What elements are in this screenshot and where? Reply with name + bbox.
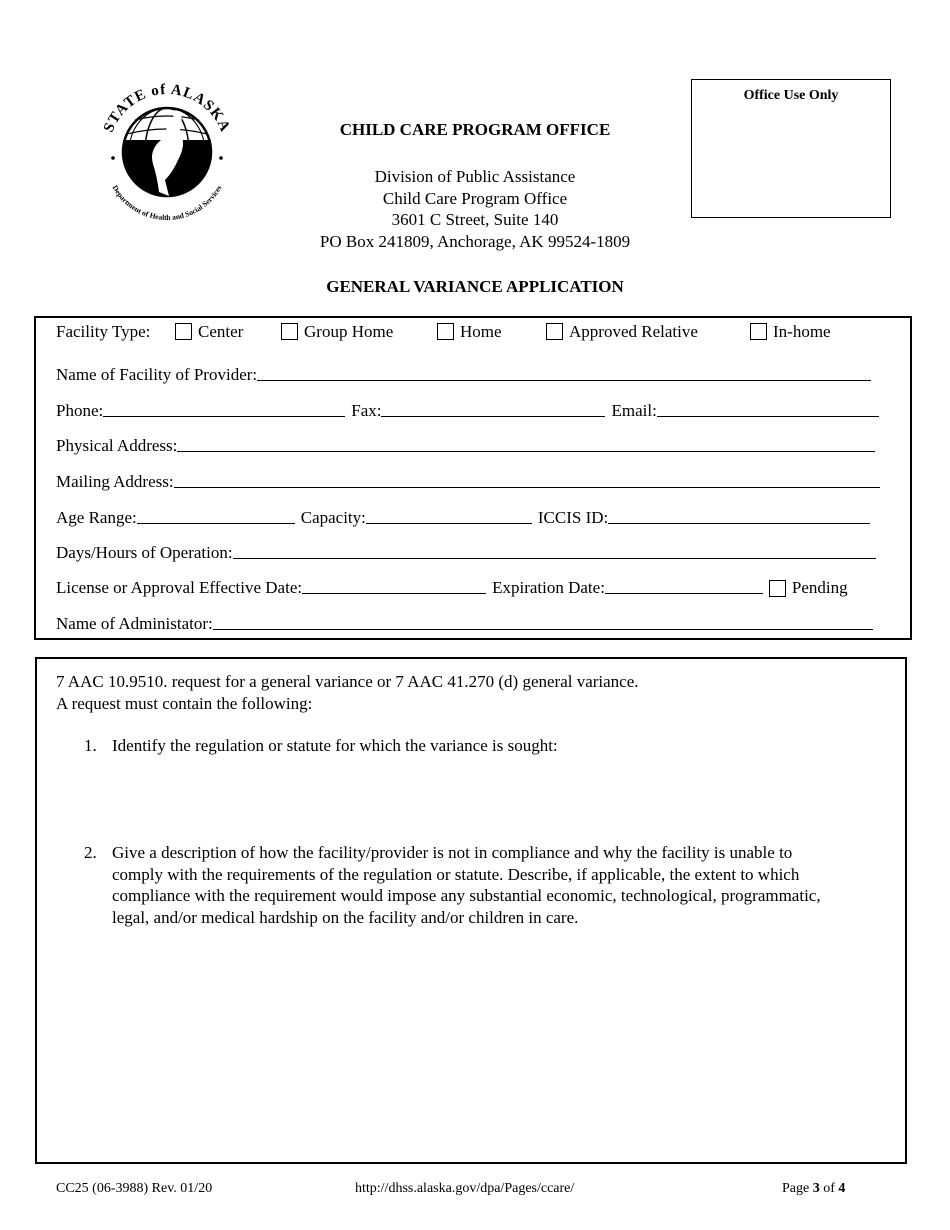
license-date-label: License or Approval Effective Date: bbox=[56, 578, 303, 597]
expiration-date-field[interactable] bbox=[605, 592, 763, 594]
age-range-label: Age Range: bbox=[56, 508, 137, 527]
facility-type-approved-relative[interactable] bbox=[546, 322, 698, 342]
facility-type-home[interactable] bbox=[437, 322, 502, 342]
facility-name-field[interactable] bbox=[257, 379, 871, 381]
capacity-field[interactable] bbox=[366, 522, 532, 524]
item-1-text: Identify the regulation or statute for which the variance is sought: bbox=[112, 736, 558, 755]
group-home-label: Group Home bbox=[304, 322, 394, 341]
address-line: Division of Public Assistance bbox=[374, 167, 576, 186]
email-field[interactable] bbox=[657, 415, 879, 417]
age-capacity-row bbox=[56, 508, 870, 528]
footer-url[interactable]: http://dhss.alaska.gov/dpa/Pages/ccare/ bbox=[355, 1181, 575, 1196]
days-hours-field[interactable] bbox=[233, 557, 876, 559]
contact-row bbox=[56, 401, 879, 421]
page-current: 3 bbox=[812, 1181, 820, 1196]
seal-bottom-text: Department of Health and Social Services bbox=[110, 183, 224, 223]
request-intro bbox=[56, 671, 639, 714]
phone-label: Phone: bbox=[56, 401, 104, 420]
physical-address-field[interactable] bbox=[177, 450, 875, 452]
checkbox-home[interactable] bbox=[437, 323, 454, 340]
page-number bbox=[782, 1181, 845, 1197]
item-2-number: 2. bbox=[84, 843, 97, 862]
days-hours-row bbox=[56, 543, 876, 563]
checkbox-group-home[interactable] bbox=[281, 323, 298, 340]
facility-type-label: Facility Type: bbox=[56, 322, 151, 341]
pending-label: Pending bbox=[791, 578, 848, 597]
item-2-line: compliance with the requirement would impose any substantial economic, technological, programmatic, bbox=[112, 886, 821, 905]
facility-type-in-home[interactable] bbox=[750, 322, 831, 342]
mailing-address-label: Mailing Address: bbox=[56, 472, 174, 491]
page-total: 4 bbox=[838, 1181, 846, 1196]
administrator-field[interactable] bbox=[213, 628, 873, 630]
days-hours-label: Days/Hours of Operation: bbox=[56, 543, 233, 562]
license-date-field[interactable] bbox=[302, 592, 486, 594]
center-label: Center bbox=[198, 322, 244, 341]
item-2-text bbox=[112, 842, 902, 928]
checkbox-center[interactable] bbox=[175, 323, 192, 340]
phone-field[interactable] bbox=[103, 415, 345, 417]
office-address bbox=[250, 166, 700, 252]
facility-type-row bbox=[56, 322, 906, 342]
item-2-line: Give a description of how the facility/provider is not in compliance and why the facility is unable to bbox=[112, 843, 793, 862]
item-1-number: 1. bbox=[84, 736, 97, 755]
facility-name-row bbox=[56, 365, 871, 385]
administrator-row bbox=[56, 614, 873, 634]
iccis-id-field[interactable] bbox=[608, 522, 870, 524]
facility-type-group-home[interactable] bbox=[281, 322, 393, 342]
address-line: PO Box 241809, Anchorage, AK 99524-1809 bbox=[319, 231, 631, 251]
request-intro-line-1: 7 AAC 10.9510. request for a general variance or 7 AAC 41.270 (d) general variance. bbox=[56, 672, 639, 691]
fax-label: Fax: bbox=[351, 401, 382, 420]
item-2-line: legal, and/or medical hardship on the facility and/or children in care. bbox=[112, 907, 579, 927]
age-range-field[interactable] bbox=[137, 522, 295, 524]
email-label: Email: bbox=[611, 401, 657, 420]
physical-address-row bbox=[56, 436, 875, 456]
request-intro-line-2: A request must contain the following: bbox=[56, 693, 313, 713]
in-home-label: In-home bbox=[773, 322, 831, 341]
license-row bbox=[56, 578, 848, 598]
fax-field[interactable] bbox=[381, 415, 605, 417]
of-word: of bbox=[823, 1181, 835, 1196]
expiration-date-label: Expiration Date: bbox=[492, 578, 605, 597]
address-line: 3601 C Street, Suite 140 bbox=[391, 210, 559, 229]
address-line: Child Care Program Office bbox=[382, 188, 568, 208]
page-word: Page bbox=[782, 1181, 810, 1196]
checkbox-approved-relative[interactable] bbox=[546, 323, 563, 340]
mailing-address-field[interactable] bbox=[174, 486, 880, 488]
state-seal-logo bbox=[95, 80, 240, 225]
form-id: CC25 (06-3988) Rev. 01/20 bbox=[56, 1181, 213, 1196]
facility-type-center[interactable] bbox=[175, 322, 243, 342]
office-use-box bbox=[691, 79, 891, 218]
item-2-line: comply with the requirements of the regulation or statute. Describe, if applicable, the extent to which bbox=[112, 864, 800, 884]
capacity-label: Capacity: bbox=[300, 508, 366, 527]
seal-top-text: STATE of ALASKA bbox=[100, 81, 234, 135]
mailing-address-row bbox=[56, 472, 880, 492]
program-office-title: CHILD CARE PROGRAM OFFICE bbox=[339, 120, 611, 139]
administrator-label: Name of Administator: bbox=[56, 614, 213, 633]
facility-name-label: Name of Facility of Provider: bbox=[56, 365, 258, 384]
checkbox-pending[interactable] bbox=[769, 580, 786, 597]
iccis-id-label: ICCIS ID: bbox=[537, 508, 609, 527]
office-use-label: Office Use Only bbox=[743, 88, 839, 103]
approved-relative-label: Approved Relative bbox=[569, 322, 698, 341]
home-label: Home bbox=[460, 322, 502, 341]
checkbox-in-home[interactable] bbox=[750, 323, 767, 340]
form-title: GENERAL VARIANCE APPLICATION bbox=[326, 277, 624, 296]
physical-address-label: Physical Address: bbox=[56, 436, 178, 455]
